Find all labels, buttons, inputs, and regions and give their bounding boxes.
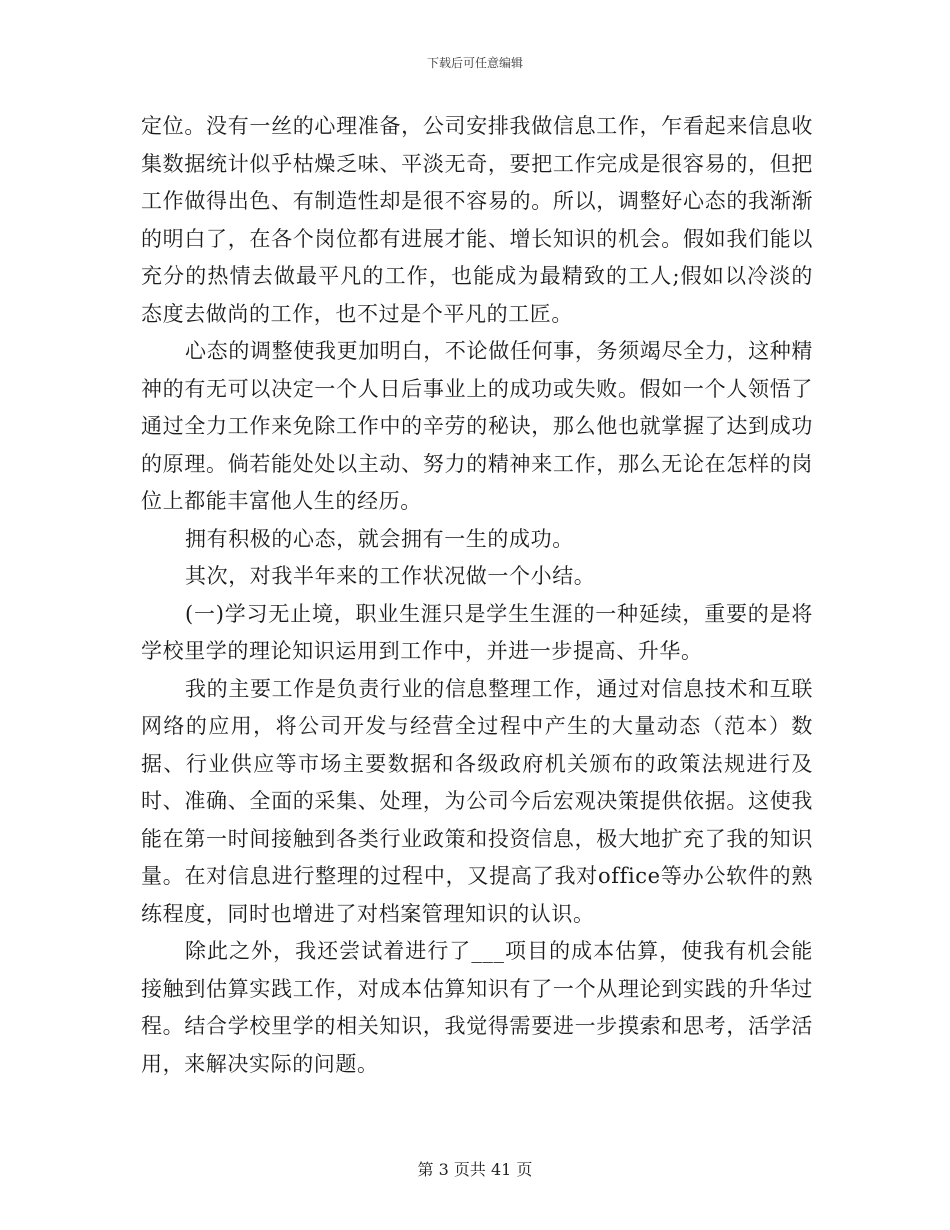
paragraph-7: 除此之外，我还尝试着进行了___项目的成本估算，使我有机会能接触到估算实践工作，对成本估算知识有了一个从理论到实践的升华过程。结合学校里学的相关知识，我觉得需要进一步摸索和思考，活学活用，来解决实际的问题。	[141, 939, 813, 1076]
paragraph-6: 我的主要工作是负责行业的信息整理工作，通过对信息技术和互联网络的应用，将公司开发与经营全过程中产生的大量动态（范本）数据、行业供应等市场主要数据和各级政府机关颁布的政策法规进行及时、准确、全面的采集、处理，为公司今后宏观决策提供依据。这使我能在第一时间接触到各类行业政策和投资信息，极大地扩充了我的知识量。在对信息进行整理的过程中，又提高了我对office等办公软件的熟练程度，同时也增进了对档案管理知识的认识。	[141, 676, 813, 926]
paragraph-3: 拥有积极的心态，就会拥有一生的成功。	[185, 526, 574, 551]
paragraph-5: (一)学习无止境，职业生涯只是学生生涯的一种延续，重要的是将学校里学的理论知识运用到工作中，并进一步提高、升华。	[141, 601, 813, 663]
paragraph-1: 定位。没有一丝的心理准备，公司安排我做信息工作，乍看起来信息收集数据统计似乎枯燥乏味、平淡无奇，要把工作完成是很容易的，但把工作做得出色、有制造性却是很不容易的。所以，调整好心态的我渐渐的明白了，在各个岗位都有进展才能、增长知识的机会。假如我们能以充分的热情去做最平凡的工作，也能成为最精致的工人;假如以冷淡的态度去做尚的工作，也不过是个平凡的工匠。	[141, 114, 813, 326]
paragraph-4: 其次，对我半年来的工作状况做一个小结。	[185, 564, 596, 588]
paragraph-2: 心态的调整使我更加明白，不论做任何事，务须竭尽全力，这种精神的有无可以决定一个人日后事业上的成功或失败。假如一个人领悟了通过全力工作来免除工作中的辛劳的秘诀，那么他也就掌握了达到成功的原理。倘若能处处以主动、努力的精神来工作，那么无论在怎样的岗位上都能丰富他人生的经历。	[141, 339, 813, 513]
page-header: 下载后可任意编辑	[426, 56, 523, 70]
document-body	[141, 108, 813, 1083]
page-footer: 第 3 页共 41 页	[417, 1160, 533, 1179]
